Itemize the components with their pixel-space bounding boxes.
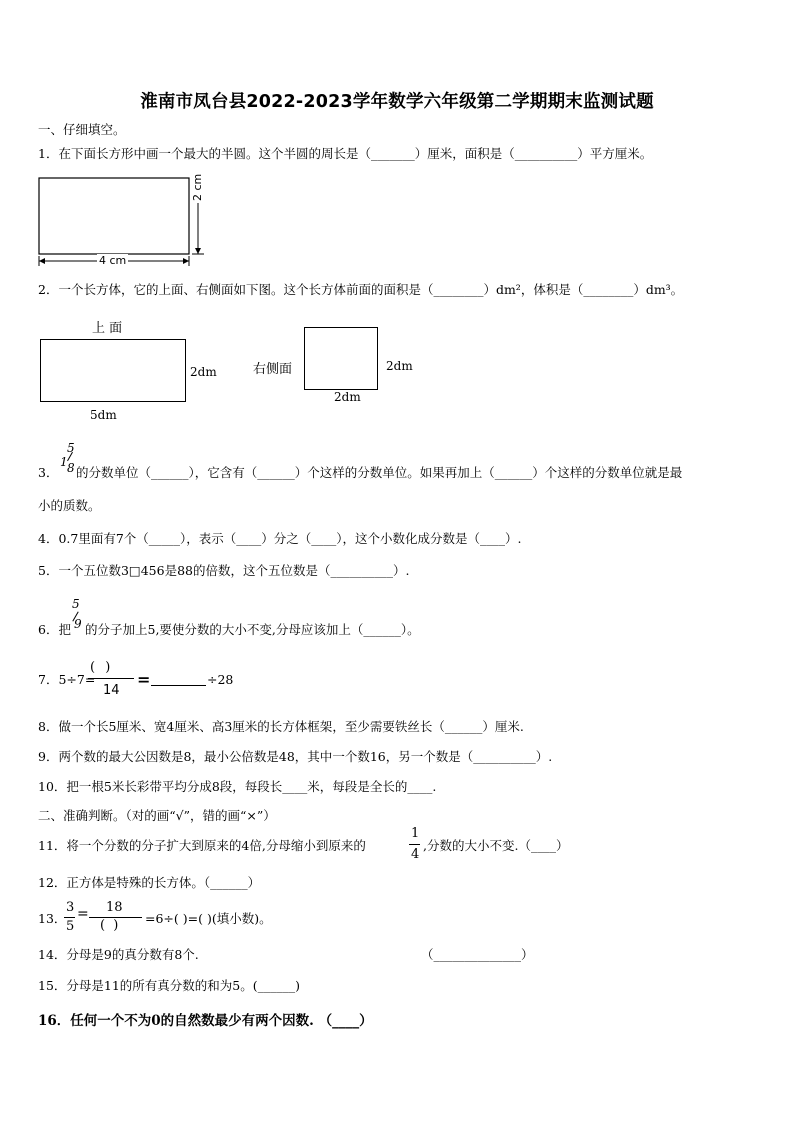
question-13-number: 13． [38,911,67,926]
question-5: 5．一个五位数3□456是88的倍数，这个五位数是（__________）. [38,563,410,578]
q6-denominator: 9 [74,617,82,631]
question-3: 的分数单位（______），它含有（______）个这样的分数单位。如果再加上（______）个这样的分数单位就是最 [76,465,683,480]
question-6-prefix: 6．把 [38,622,71,637]
q13-a-denominator: 5 [66,919,75,934]
section-1-heading: 一、仔细填空。 [38,122,126,137]
q7-fraction-bar [88,678,134,679]
q7-denominator: 14 [103,683,120,698]
top-face-bottom-label: 5dm [90,408,117,422]
fig1-height-label: 2 cm [191,173,204,201]
q13-b-denominator: ( ) [100,918,121,933]
right-face-square [304,327,378,390]
top-face-label: 上 面 [92,321,123,336]
q7-equals: = [137,670,151,689]
question-4: 4．0.7里面有7个（_____），表示（____）分之（____），这个小数化成分数是（____）. [38,531,522,546]
question-16: 16．任何一个不为0的自然数最少有两个因数. （____） [38,1013,373,1029]
question-8: 8．做一个长5厘米、宽4厘米、高3厘米的长方体框架，至少需要铁丝长（______）厘米. [38,719,524,734]
question-2: 2．一个长方体，它的上面、右侧面如下图。这个长方体前面的面积是（________）dm²，体积是（________）dm³。 [38,282,684,297]
q13-a-fraction-bar [64,917,75,918]
q3-denominator: 8 [67,461,75,475]
q6-numerator: 5 [72,597,80,611]
question-6: 的分子加上5,要使分数的大小不变,分母应该加上（______）。 [85,622,420,637]
right-face-label: 右侧面 [253,362,293,377]
fig1-width-label: 4 cm [99,254,127,267]
right-face-side-label: 2dm [386,359,413,373]
q13-a-numerator: 3 [66,900,75,915]
top-face-rectangle [40,339,186,402]
q7-answer-blank [151,685,206,686]
q13-equals: = [77,906,89,922]
q3-numerator: 5 [67,441,75,455]
q13-b-numerator: 18 [106,900,123,915]
section-2-heading: 二、准确判断。（对的画“√”，错的画“×”） [38,808,276,823]
question-12: 12．正方体是特殊的长方体。（______） [38,875,261,890]
question-10: 10．把一根5米长彩带平均分成8段，每段长____米，每段是全长的____. [38,779,437,794]
page-title: 淮南市凤台县2022-2023学年数学六年级第二学期期末监测试题 [140,92,654,112]
top-face-side-label: 2dm [190,365,217,379]
question-7-left: 7．5÷7= [38,672,96,687]
question-3-line-2: 小的质数。 [38,498,101,513]
question-14-answer: （______________） [421,947,534,962]
q11-denominator: 4 [411,847,420,862]
question-11: 11．将一个分数的分子扩大到原来的4倍,分母缩小到原来的 [38,838,366,853]
right-face-bottom-label: 2dm [334,390,361,404]
question-13: =6÷( )=( )(填小数)。 [145,911,272,926]
question-3-number: 3． [38,465,59,480]
question-14: 14．分母是9的真分数有8个. [38,947,199,962]
question-1: 1．在下面长方形中画一个最大的半圆。这个半圆的周长是（_______）厘米，面积是（__________）平方厘米。 [38,146,653,161]
question-11-tail: ,分数的大小不变.（____） [423,838,569,853]
q11-numerator: 1 [411,826,420,841]
q3-mixed-whole: 1 [60,455,68,469]
question-7-right: ÷28 [207,672,234,687]
q7-numerator-blank: ( ) [90,660,114,675]
q11-fraction-bar [409,844,420,845]
question-9: 9．两个数的最大公因数是8，最小公倍数是48，其中一个数16，另一个数是（__________）. [38,749,553,764]
question-15: 15．分母是11的所有真分数的和为5。(______) [38,978,301,993]
